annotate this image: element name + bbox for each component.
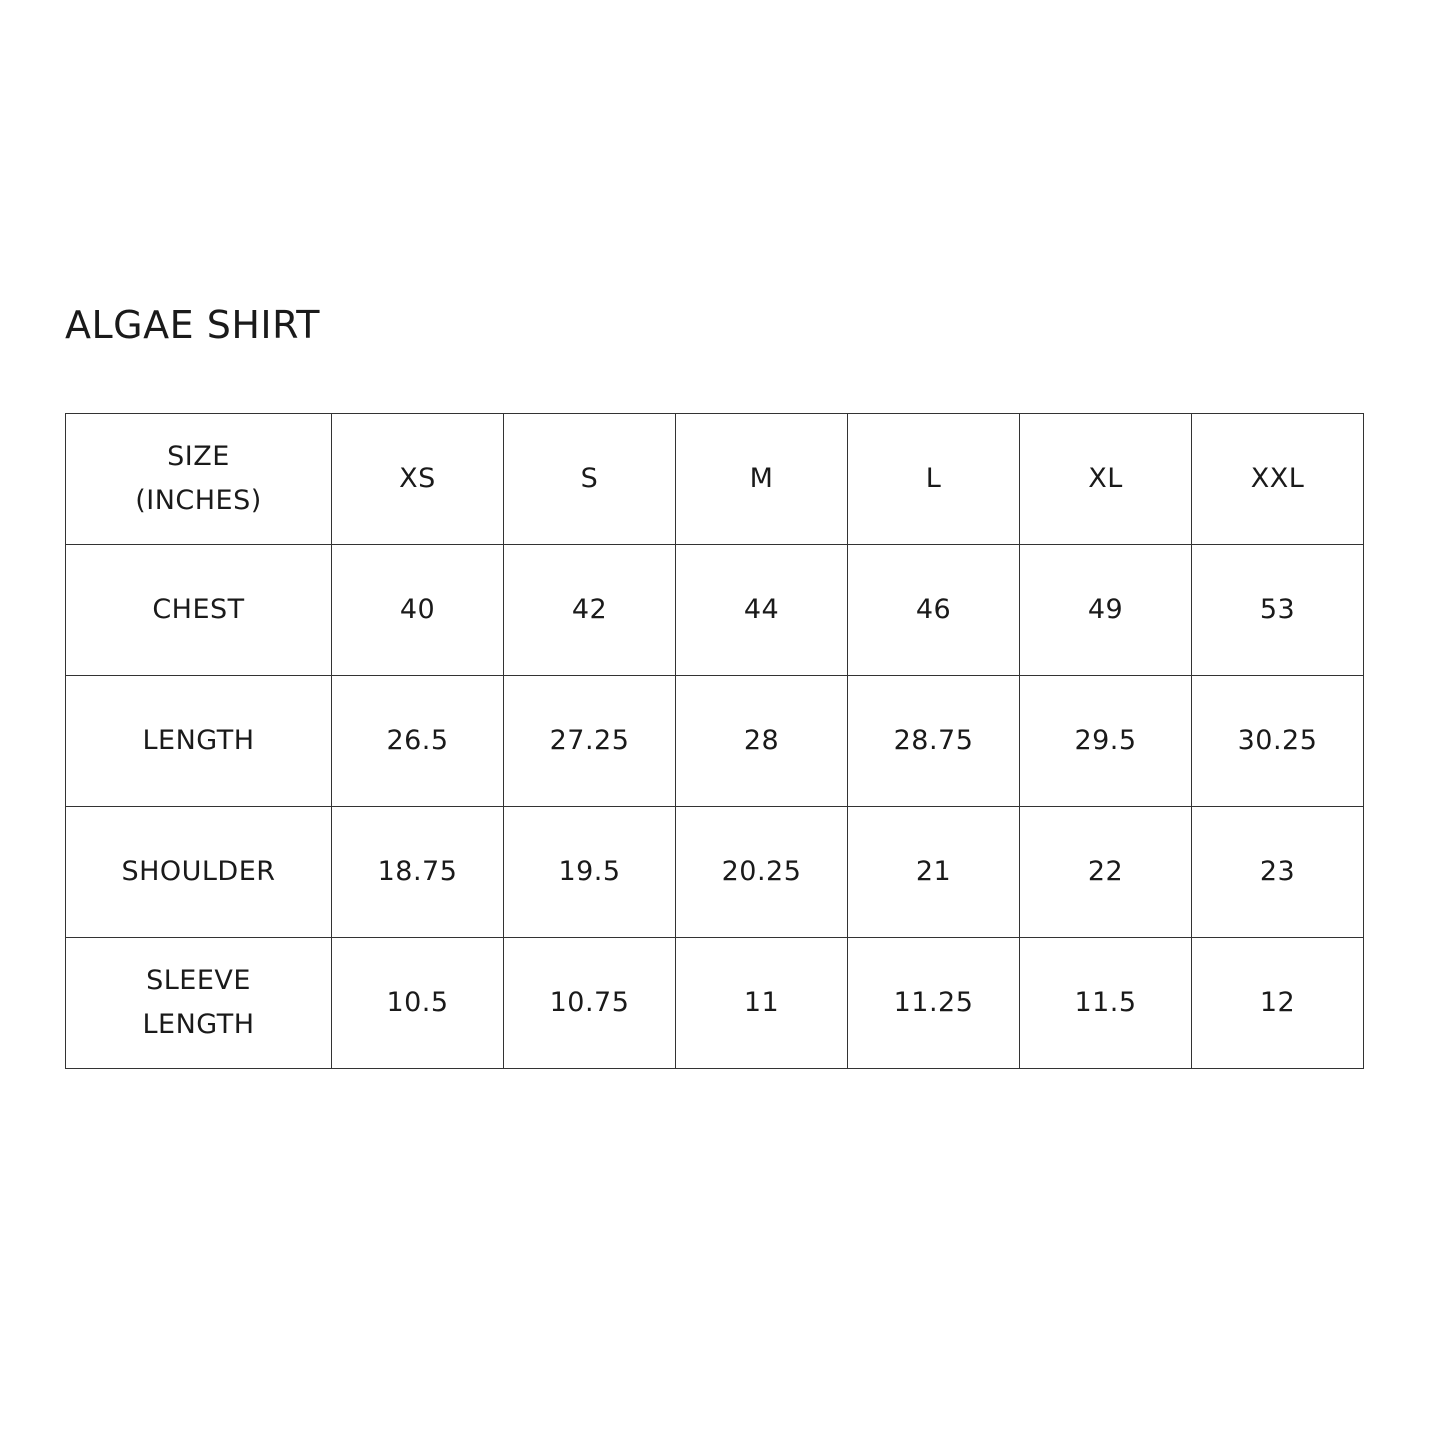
table-cell: 46 <box>848 545 1020 676</box>
table-cell: 42 <box>504 545 676 676</box>
table-cell: 53 <box>1192 545 1364 676</box>
table-row-length <box>66 676 1364 807</box>
table-cell: 18.75 <box>332 807 504 938</box>
table-cell: 11 <box>676 938 848 1069</box>
table-cell: 10.5 <box>332 938 504 1069</box>
table-cell: 21 <box>848 807 1020 938</box>
corner-cell <box>66 414 332 545</box>
table-header-row <box>66 414 1364 545</box>
row-label-chest <box>66 545 332 676</box>
row-label-line: LENGTH <box>142 725 255 756</box>
row-label-line: SHOULDER <box>121 856 276 887</box>
row-label-line: CHEST <box>152 594 245 625</box>
table-cell: 22 <box>1020 807 1192 938</box>
row-label-line: SLEEVE <box>146 965 251 996</box>
size-header-xs: XS <box>332 414 504 545</box>
table-cell: 28.75 <box>848 676 1020 807</box>
table-row-sleeve-length <box>66 938 1364 1069</box>
table-cell: 27.25 <box>504 676 676 807</box>
table-cell: 12 <box>1192 938 1364 1069</box>
size-header-xl: XL <box>1020 414 1192 545</box>
size-header-m: M <box>676 414 848 545</box>
size-header-l: L <box>848 414 1020 545</box>
row-label-sleeve-length <box>66 938 332 1069</box>
table-cell: 40 <box>332 545 504 676</box>
table-cell: 11.25 <box>848 938 1020 1069</box>
corner-label-line: (INCHES) <box>135 485 262 516</box>
table-cell: 28 <box>676 676 848 807</box>
table-cell: 44 <box>676 545 848 676</box>
row-label-shoulder <box>66 807 332 938</box>
table-cell: 30.25 <box>1192 676 1364 807</box>
size-header-xxl: XXL <box>1192 414 1364 545</box>
table-cell: 10.75 <box>504 938 676 1069</box>
row-label-line: LENGTH <box>142 1009 255 1040</box>
table-cell: 20.25 <box>676 807 848 938</box>
table-cell: 11.5 <box>1020 938 1192 1069</box>
corner-label-line: SIZE <box>167 441 230 472</box>
size-chart-table <box>65 413 1364 1069</box>
table-cell: 23 <box>1192 807 1364 938</box>
table-row-chest <box>66 545 1364 676</box>
size-header-s: S <box>504 414 676 545</box>
table-cell: 26.5 <box>332 676 504 807</box>
table-cell: 19.5 <box>504 807 676 938</box>
table-cell: 29.5 <box>1020 676 1192 807</box>
table-cell: 49 <box>1020 545 1192 676</box>
table-row-shoulder <box>66 807 1364 938</box>
row-label-length <box>66 676 332 807</box>
page-title: ALGAE SHIRT <box>65 303 320 347</box>
